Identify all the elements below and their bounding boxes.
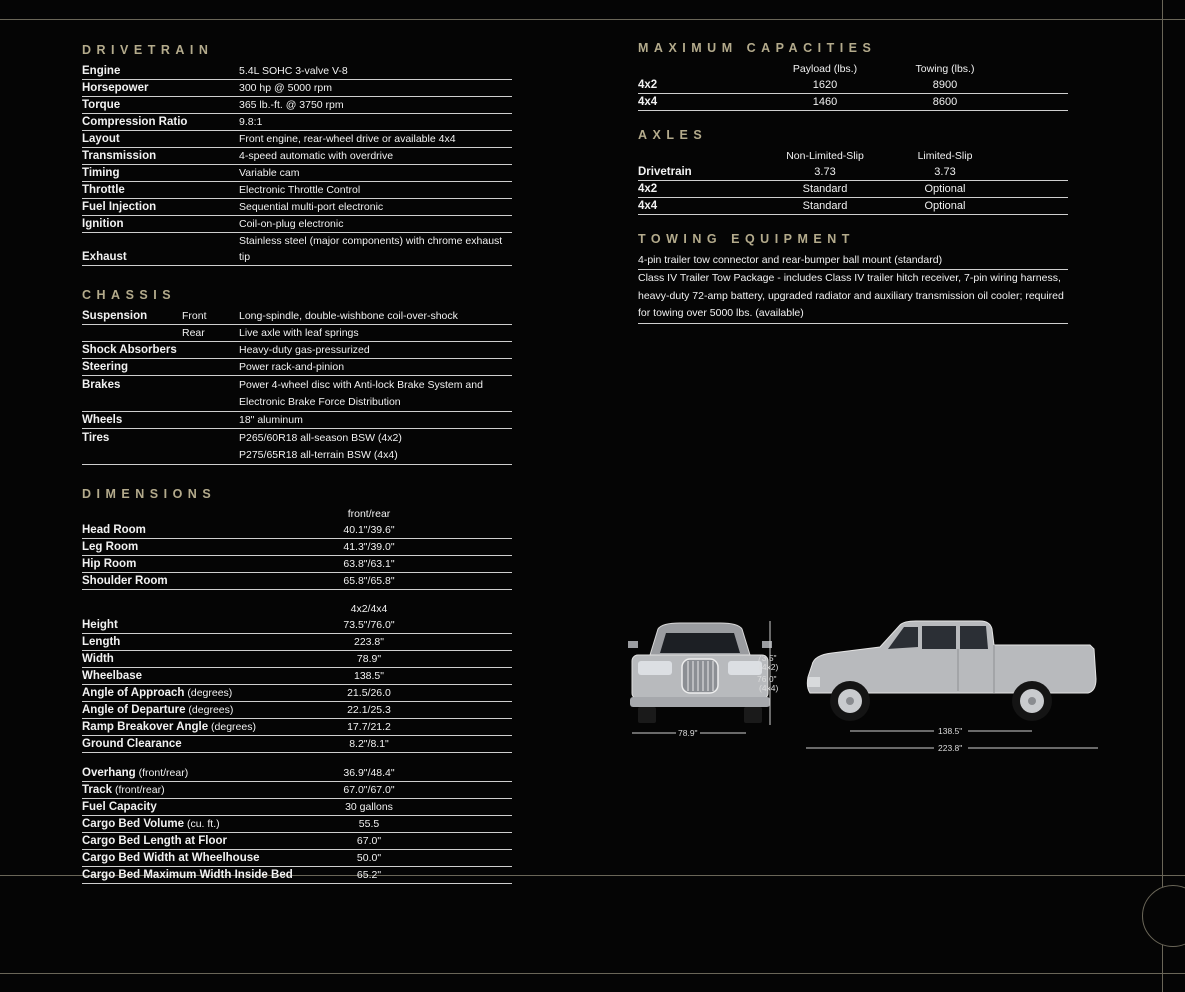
capacities-header: [638, 61, 1068, 77]
table-row: [82, 573, 512, 590]
table-row: [82, 412, 512, 429]
table-row: [82, 429, 512, 465]
row-value: 78.9": [356, 653, 382, 665]
row-value: P265/60R18 all-season BSW (4x2): [239, 432, 402, 444]
row-label-text: Length: [82, 636, 121, 648]
table-row: [82, 233, 512, 266]
truck-dimension-illustration: [620, 615, 1110, 760]
row-value: Power rack-and-pinion: [239, 361, 345, 373]
row-value: 21.5/26.0: [347, 687, 391, 699]
row-label-text: Angle of Approach: [82, 687, 185, 699]
row-sublabel: Rear: [182, 327, 205, 339]
towing-standard-line: 4-pin trailer tow connector and rear-bumper ball mount (standard): [638, 252, 1068, 270]
row-value: Live axle with leaf springs: [239, 327, 359, 339]
dimensions-title: DIMENSIONS: [82, 487, 217, 501]
row-value: 55.5: [358, 818, 380, 830]
table-row: [82, 685, 512, 702]
row-value: 22.1/25.3: [347, 704, 391, 716]
row-value: 36.9"/48.4": [343, 767, 395, 779]
table-row: [638, 181, 1068, 198]
row-label-text: Shoulder Room: [82, 575, 168, 587]
row-value: 300 hp @ 5000 rpm: [239, 82, 332, 94]
row-label-note: (front/rear): [135, 767, 189, 779]
row-value: 138.5": [353, 670, 384, 682]
row-value: 65.2": [356, 869, 382, 881]
table-row: [82, 702, 512, 719]
left-column: [82, 42, 512, 884]
row-label-note: (front/rear): [112, 784, 165, 796]
row-label-text: Overhang: [82, 767, 136, 779]
drivetrain-table: [82, 63, 512, 266]
row-label: 4x4: [638, 96, 658, 108]
max-capacities-title: MAXIMUM CAPACITIES: [638, 41, 877, 55]
table-row: [82, 651, 512, 668]
row-value: 3.73: [814, 166, 836, 178]
table-row: [82, 736, 512, 753]
right-border-line: [1162, 0, 1163, 992]
row-value: Front engine, rear-wheel drive or available 4x4: [239, 133, 456, 145]
row-label: Shock Absorbers: [82, 344, 177, 356]
table-row: [82, 114, 512, 131]
table-row: [82, 634, 512, 651]
right-column: [638, 40, 1068, 324]
table-row: [82, 782, 512, 799]
row-value: 40.1"/39.6": [343, 524, 395, 536]
row-label-note: (degrees): [184, 687, 233, 699]
row-label: [82, 702, 282, 718]
drivetrain-title: DRIVETRAIN: [82, 43, 214, 57]
row-value: 8.2"/8.1": [349, 738, 389, 750]
row-label: Transmission: [82, 150, 157, 162]
table-row: [82, 165, 512, 182]
row-label: [82, 765, 282, 781]
row-label-text: Hip Room: [82, 558, 137, 570]
row-label-text: Track: [82, 784, 113, 796]
row-label: Layout: [82, 133, 120, 145]
payload-header: Payload (lbs.): [792, 63, 858, 75]
width-dimension-label: 78.9": [678, 728, 698, 738]
row-label: Horsepower: [82, 82, 149, 94]
chassis-title: CHASSIS: [82, 288, 177, 302]
row-value: Sequential multi-port electronic: [239, 201, 384, 213]
row-label-text: Head Room: [82, 524, 146, 536]
table-row: [82, 97, 512, 114]
row-label: [82, 833, 282, 849]
table-row: [638, 94, 1068, 111]
row-value: 8600: [932, 96, 958, 108]
row-value: 63.8"/63.1": [343, 558, 395, 570]
front-rear-header: front/rear: [347, 508, 391, 520]
row-value: Power 4-wheel disc with Anti-lock Brake System and: [239, 379, 483, 391]
row-label: 4x2: [638, 183, 658, 195]
table-row: [82, 719, 512, 736]
row-label: [82, 719, 282, 735]
row-label: Wheels: [82, 414, 123, 426]
page-tab-notch: [1142, 885, 1185, 947]
interior-dimensions-table: [82, 522, 512, 590]
row-value: 67.0": [356, 835, 382, 847]
row-label: [82, 685, 282, 701]
table-row: [82, 867, 512, 884]
limited-slip-header: Limited-Slip: [917, 150, 973, 162]
row-label-text: Cargo Bed Width at Wheelhouse: [82, 852, 260, 864]
row-label: [82, 668, 282, 684]
row-label: Exhaust: [82, 251, 127, 263]
row-label: Ignition: [82, 218, 124, 230]
table-row: [82, 63, 512, 80]
table-row: [82, 80, 512, 97]
row-label: Drivetrain: [638, 166, 692, 178]
table-row: [82, 182, 512, 199]
towing-header: Towing (lbs.): [915, 63, 975, 75]
row-value: 67.0"/67.0": [343, 784, 395, 796]
length-dimension-label: 223.8": [938, 743, 963, 753]
row-label: [82, 816, 282, 832]
row-label-text: Wheelbase: [82, 670, 143, 682]
table-row: [82, 148, 512, 165]
row-label: [82, 634, 282, 650]
footer-border-line: [0, 973, 1185, 974]
row-value: Coil-on-plug electronic: [239, 218, 344, 230]
top-border-line: [0, 19, 1185, 20]
row-label: [82, 850, 282, 866]
row-sublabel: Front: [182, 310, 207, 322]
row-value: 17.7/21.2: [347, 721, 391, 733]
towing-package-text: Class IV Trailer Tow Package - includes Class IV trailer hitch receiver, 7-pin wiring harness, heavy-duty 72-amp battery, upgraded radiator and auxiliary transmission oil cooler; required for towing over 5000 lbs. (available): [638, 270, 1068, 324]
row-label: Throttle: [82, 184, 125, 196]
table-row: [82, 131, 512, 148]
table-row: [82, 359, 512, 376]
non-limited-slip-header: Non-Limited-Slip: [786, 150, 864, 162]
row-label: [82, 573, 282, 589]
axles-table: [638, 164, 1068, 215]
row-value: Standard: [802, 200, 848, 212]
row-label: [82, 617, 282, 633]
table-row: [82, 617, 512, 634]
row-label: Tires: [82, 432, 110, 444]
row-label-text: Height: [82, 619, 118, 631]
row-label-note: (degrees): [208, 721, 256, 733]
table-row: [82, 816, 512, 833]
row-label-text: Ground Clearance: [82, 738, 182, 750]
row-label: [82, 799, 282, 815]
row-label-note: (degrees): [185, 704, 234, 716]
row-value: 1620: [812, 79, 838, 91]
row-label: 4x4: [638, 200, 658, 212]
row-label: [82, 867, 293, 883]
row-value: Variable cam: [239, 167, 300, 179]
row-value: Optional: [924, 183, 966, 195]
table-row: [82, 799, 512, 816]
row-label-text: Cargo Bed Length at Floor: [82, 835, 228, 847]
table-row: [82, 522, 512, 539]
exterior-dimensions-table: [82, 617, 512, 753]
row-value: Optional: [924, 200, 966, 212]
height-label-4x2: 73.5": [757, 653, 777, 663]
row-value: Stainless steel (major components) with chrome exhaust tip: [239, 235, 503, 263]
row-value: 5.4L SOHC 3-valve V-8: [239, 65, 348, 77]
table-row: [638, 77, 1068, 94]
4x2-4x4-header: 4x2/4x4: [350, 603, 388, 615]
wheelbase-dimension-label: 138.5": [938, 726, 963, 736]
row-value: 73.5"/76.0": [343, 619, 395, 631]
truck-front-view: [628, 623, 772, 723]
row-label: Steering: [82, 361, 129, 373]
row-value: Standard: [802, 183, 848, 195]
row-value: 9.8:1: [239, 116, 263, 128]
row-value: Long-spindle, double-wishbone coil-over-shock: [239, 310, 458, 322]
height-label-4x2-tag: (4x2): [759, 662, 779, 672]
row-value: Electronic Brake Force Distribution: [239, 396, 401, 408]
table-row: [82, 376, 512, 412]
row-value: 30 gallons: [345, 801, 393, 813]
row-label: Torque: [82, 99, 121, 111]
row-label: Brakes: [82, 379, 121, 391]
row-label-note: (cu. ft.): [184, 818, 220, 830]
chassis-table: [82, 308, 512, 465]
row-value: 65.8"/65.8": [343, 575, 395, 587]
row-value: 3.73: [934, 166, 956, 178]
row-label: [82, 782, 282, 798]
truck-side-view: [807, 621, 1096, 721]
row-label-text: Angle of Departure: [82, 704, 186, 716]
row-label: [82, 651, 282, 667]
row-label-text: Leg Room: [82, 541, 139, 553]
row-label: Suspension: [82, 310, 148, 322]
row-value: 365 lb.-ft. @ 3750 rpm: [239, 99, 344, 111]
row-label: [82, 736, 282, 752]
row-label: Fuel Injection: [82, 201, 157, 213]
height-label-4x4: 76.0": [757, 674, 777, 684]
row-value: Electronic Throttle Control: [239, 184, 361, 196]
towing-title: TOWING EQUIPMENT: [638, 232, 855, 246]
capacities-table: [638, 77, 1068, 111]
row-label: [82, 556, 282, 572]
row-label: [82, 522, 282, 538]
row-value: 4-speed automatic with overdrive: [239, 150, 394, 162]
axles-header: [638, 148, 1068, 164]
table-row: [82, 325, 512, 342]
row-label: Compression Ratio: [82, 116, 188, 128]
row-label-text: Cargo Bed Volume: [82, 818, 185, 830]
row-label-text: Ramp Breakover Angle: [82, 721, 209, 733]
axles-title: AXLES: [638, 128, 708, 142]
row-label-text: Cargo Bed Maximum Width Inside Bed: [82, 869, 293, 881]
row-label-text: Width: [82, 653, 114, 665]
row-value: Heavy-duty gas-pressurized: [239, 344, 370, 356]
table-row: [82, 308, 512, 325]
row-label: [82, 539, 282, 555]
row-label: Engine: [82, 65, 121, 77]
table-row: [82, 342, 512, 359]
table-row: [82, 850, 512, 867]
table-row: [82, 216, 512, 233]
row-value: 50.0": [356, 852, 382, 864]
row-value: 41.3"/39.0": [343, 541, 395, 553]
row-label: 4x2: [638, 79, 658, 91]
height-label-4x4-tag: (4x4): [759, 683, 779, 693]
bed-dimensions-table: [82, 765, 512, 884]
table-row: [82, 765, 512, 782]
table-row: [82, 199, 512, 216]
table-row: [82, 833, 512, 850]
row-value: 8900: [932, 79, 958, 91]
table-row: [82, 556, 512, 573]
table-row: [638, 198, 1068, 215]
table-row: [82, 539, 512, 556]
row-value: 223.8": [353, 636, 384, 648]
row-value: P275/65R18 all-terrain BSW (4x4): [239, 449, 398, 461]
table-row: [82, 668, 512, 685]
row-value: 18" aluminum: [239, 414, 303, 426]
row-value: 1460: [812, 96, 838, 108]
table-row: [638, 164, 1068, 181]
row-label-text: Fuel Capacity: [82, 801, 157, 813]
row-label: Timing: [82, 167, 120, 179]
